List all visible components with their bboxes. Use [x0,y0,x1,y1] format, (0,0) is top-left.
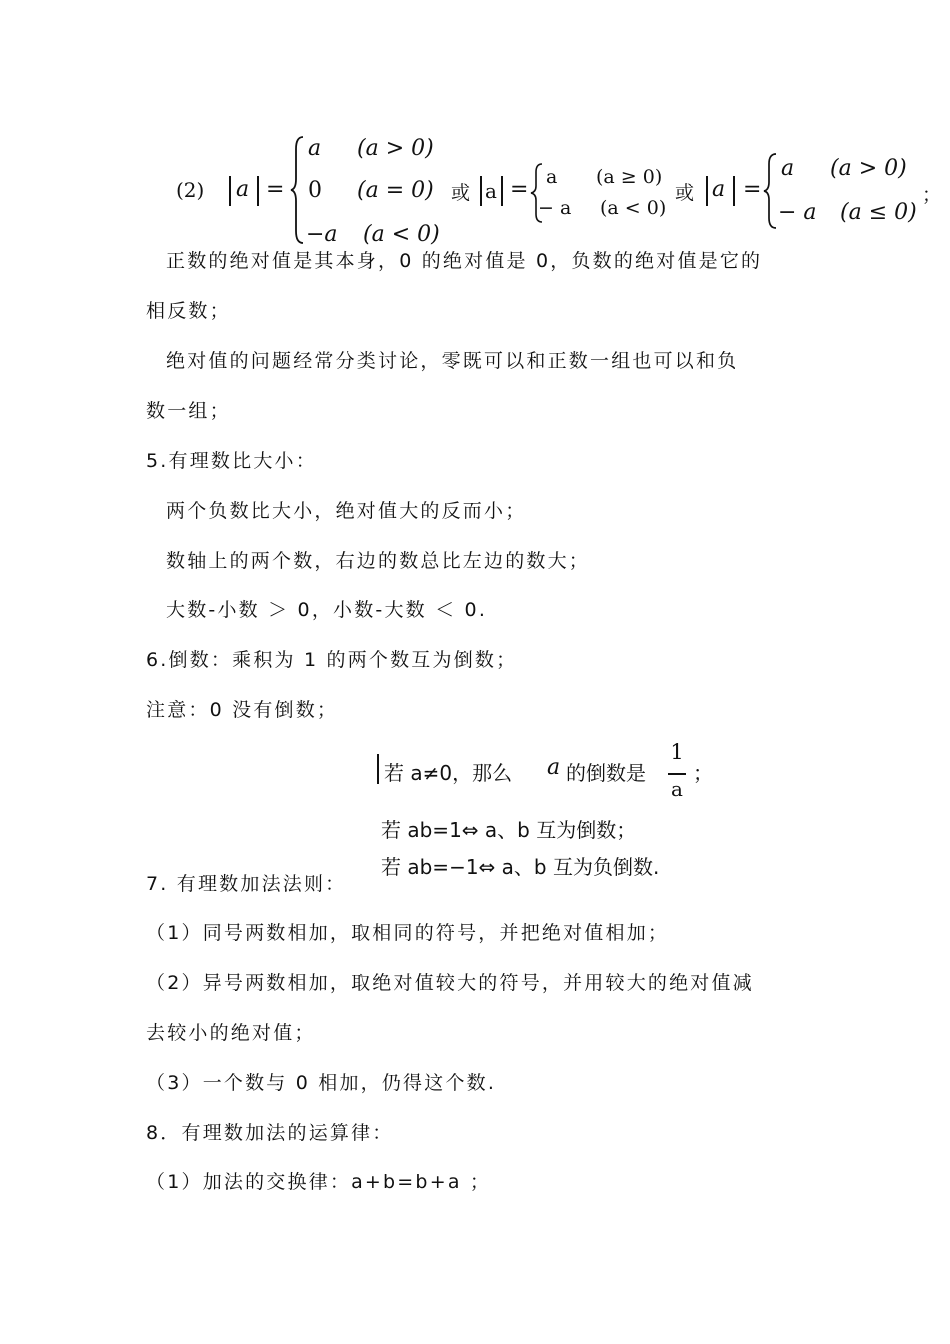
abs-bar-left-2 [480,176,482,206]
equals-sign: = [266,177,285,202]
case2-expr: 0 [308,178,322,203]
section-heading: 6.倒数：乘积为 1 的两个数互为倒数； [146,649,518,671]
formula-label: (2) [176,178,205,202]
left-brace-icon-3 [763,152,779,230]
alt2-case1-cond: (a > 0) [830,156,907,181]
case1-expr: a [308,136,322,161]
box-line1-pre: 若 a≠0，那么 [384,761,513,785]
text-line: 两个负数比大小，绝对值大的反而小； [166,500,527,522]
text-line: （1）同号两数相加，取相同的符号，并把绝对值相加； [146,922,670,944]
text-line: 大数-小数 ＞ 0，小数-大数 ＜ 0. [166,599,488,621]
abs-bar-right-2 [501,176,503,206]
alt1-case1-expr: a [546,166,558,188]
alt1-case2-expr: − a [538,197,572,219]
or-word-1: 或 [451,182,471,204]
text-line: 去较小的绝对值； [146,1022,316,1044]
text-line: 正数的绝对值是其本身，0 的绝对值是 0，负数的绝对值是它的 [166,250,763,272]
box-line1-mid: 的倒数是 [566,761,646,785]
text-line: 数一组； [146,400,231,422]
box-line1-end: ； [693,761,713,785]
section-heading: 8．有理数加法的运算律： [146,1122,394,1144]
section-heading: 5.有理数比大小： [146,450,317,472]
text-line: （3）一个数与 0 相加，仍得这个数. [146,1072,497,1094]
text-line: 绝对值的问题经常分类讨论，零既可以和正数一组也可以和负 [166,350,739,372]
equals-sign-2: = [510,177,529,202]
equals-sign-3: = [743,177,762,202]
abs-bar-right [257,176,259,206]
box-line2: 若 ab=1⇔ a、b 互为倒数； [381,818,637,842]
section-heading: 7. 有理数加法法则： [146,873,347,895]
alt1-case1-cond: (a ≥ 0) [596,166,663,188]
text-line: 注意：0 没有倒数； [146,699,339,721]
abs-bar-left [229,176,231,206]
alt1-var: a [485,179,497,203]
abs-bar-left-3 [706,176,708,206]
left-brace-icon [290,135,306,245]
formula-end-punct: ； [922,184,942,206]
fraction-bar [668,773,686,775]
box-line1-var: a [547,755,561,780]
formula-lhs-var: a [236,177,250,202]
alt2-case2-expr: − a [778,200,817,225]
abs-bar-right-3 [733,176,735,206]
cursor-mark [377,754,379,784]
case3-expr: −a [306,222,338,247]
case3-cond: (a < 0) [363,222,440,247]
box-line3: 若 ab=−1⇔ a、b 互为负倒数. [381,855,660,879]
fraction-denominator: a [671,777,683,801]
alt2-case2-cond: (a ≤ 0) [840,200,917,225]
fraction-numerator: 1 [670,740,684,764]
text-line: 相反数； [146,300,231,322]
text-line: （1）加法的交换律：a+b=b+a ； [146,1171,492,1193]
alt2-var: a [712,177,726,202]
alt1-case2-cond: (a < 0) [600,197,667,219]
text-line: 数轴上的两个数，右边的数总比左边的数大； [166,550,591,572]
text-line: （2）异号两数相加，取绝对值较大的符号，并用较大的绝对值减 [146,972,754,994]
case2-cond: (a = 0) [357,178,434,203]
case1-cond: (a > 0) [357,136,434,161]
alt2-case1-expr: a [781,156,795,181]
or-word-2: 或 [675,182,695,204]
